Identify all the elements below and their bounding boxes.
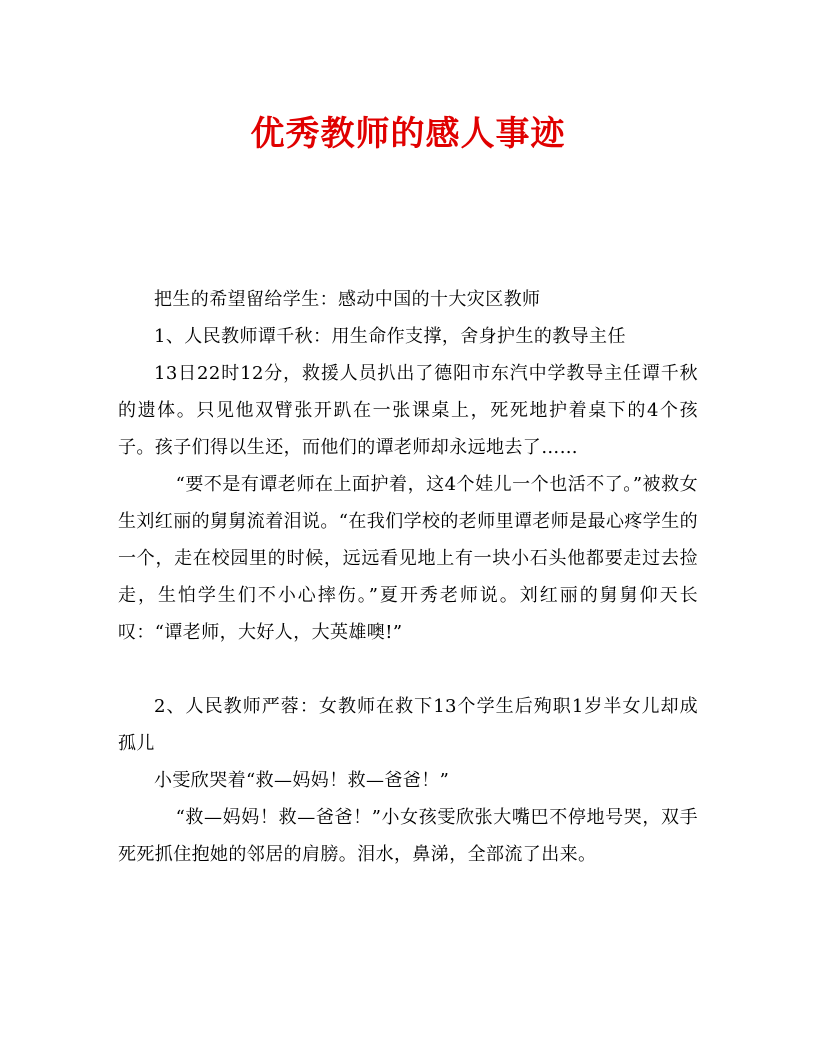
paragraph-section-1-heading: 1、人民教师谭千秋：用生命作支撑，舍身护生的教导主任 [154,326,626,347]
document-title: 优秀教师的感人事迹 [250,114,566,154]
paragraph-wenxin-detail: “救—妈妈！救—爸爸！”小女孩雯欣张大嘴巴不停地号哭，双手死死抓住抱她的邻居的肩膀。泪水，鼻涕，全部流了出来。 [118,807,698,865]
paragraph-spacer [118,651,698,688]
paragraph-tan-quote: “要不是有谭老师在上面护着，这4个娃儿一个也活不了。”被救女生刘红丽的舅舅流着泪说。“在我们学校的老师里谭老师是最心疼学生的一个，走在校园里的时候，远远看见地上有一块小石头他都要走过去捡走，生怕学生们不小心摔伤。”夏开秀老师说。刘红丽的舅舅仰天长叹：“谭老师，大好人，大英雄噢!” [118,474,698,643]
document-body [118,281,698,873]
paragraph-intro: 把生的希望留给学生：感动中国的十大灾区教师 [154,289,541,310]
paragraph-tan-rescue: 13日22时12分，救援人员扒出了德阳市东汽中学教导主任谭千秋的遗体。只见他双臂张开趴在一张课桌上，死死地护着桌下的4个孩子。孩子们得以生还，而他们的谭老师却永远地去了…… [118,363,698,458]
paragraph-section-2-heading: 2、人民教师严蓉：女教师在救下13个学生后殉职1岁半女儿却成孤儿 [118,696,698,754]
paragraph-wenxin-cry: 小雯欣哭着“救—妈妈！救—爸爸！” [154,770,450,791]
